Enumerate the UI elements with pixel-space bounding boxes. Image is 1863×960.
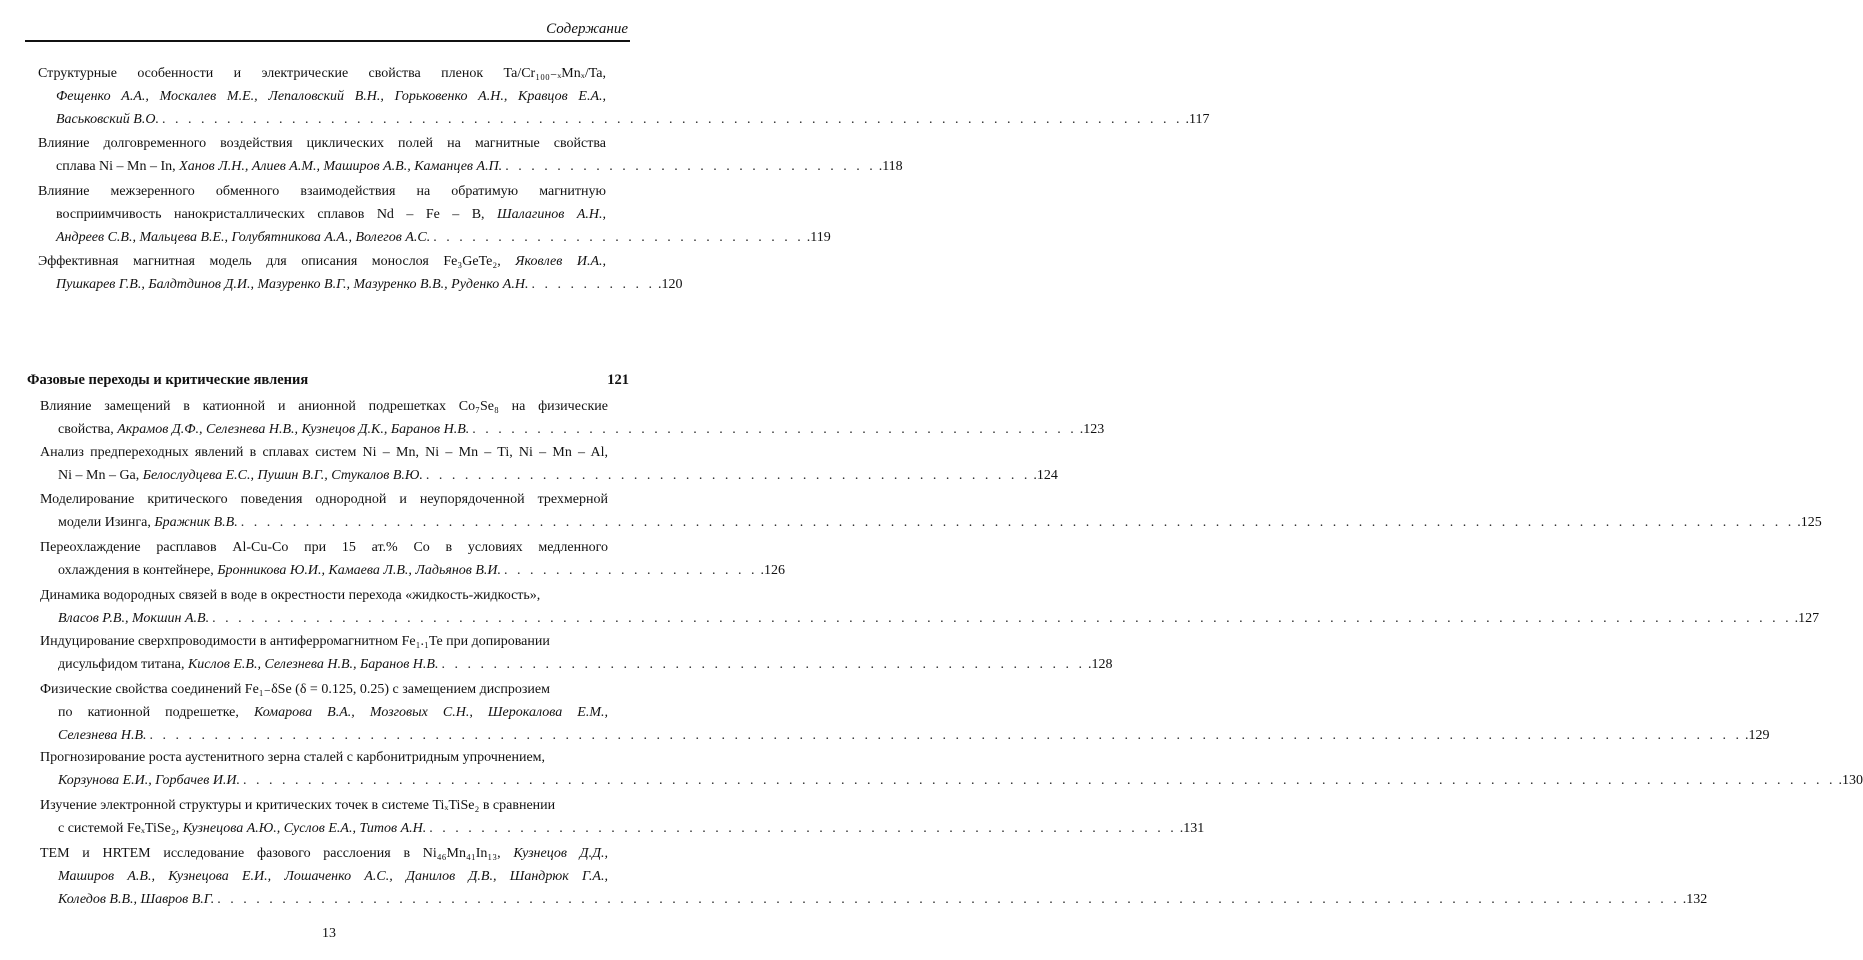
entry-authors: Белослудцева Е.С., Пушин В.Г., Стукалов В.Ю. bbox=[142, 468, 423, 483]
page-ref: .117 bbox=[1185, 112, 1210, 127]
page-ref: .132 bbox=[1682, 892, 1708, 907]
entry-title: с системой FeₓTiSe₂, bbox=[58, 821, 180, 836]
leader-dots: . . . . . . . . . . . . . . . . . . . . bbox=[504, 563, 758, 578]
entry-title: по катионной подрешетке, bbox=[58, 705, 239, 720]
entry-authors: Пушкарев Г.В., Балдтдинов Д.И., Мазуренко В.Г., Мазуренко В.В., Руденко А.Н. bbox=[56, 277, 529, 292]
entry-title: Влияние долговременного воздействия циклических полей на магнитные свойства bbox=[38, 136, 606, 151]
entry-authors: Шалагинов А.Н., bbox=[497, 207, 606, 222]
entry-title: Влияние замещений в катионной и анионной подрешетках Co₇Se₈ на физические bbox=[40, 399, 608, 414]
entry-authors: Ханов Л.Н., Алиев А.М., Маширов А.В., Каманцев А.П. bbox=[179, 159, 503, 174]
entry-authors: Яковлев И.А., bbox=[515, 254, 607, 269]
toc-entry[interactable] bbox=[40, 794, 1205, 840]
section-page-ref: 121 bbox=[607, 372, 629, 388]
toc-entry[interactable] bbox=[40, 746, 1863, 792]
leader-dots: . . . . . . . . . . bbox=[531, 277, 655, 292]
entry-title: Моделирование критического поведения однородной и неупорядоченной трехмерной bbox=[40, 492, 608, 507]
leader-dots: . . . . . . . . . . . . . . . . . . . . . . . . . . . . . . . . . . . . . . . . . . . . . . . bbox=[425, 468, 1031, 483]
header-rule bbox=[25, 40, 630, 42]
entry-title: модели Изинга, bbox=[58, 515, 151, 530]
entry-authors: Бронникова Ю.И., Камаева Л.В., Ладьянов В.И. bbox=[217, 563, 502, 578]
leader-dots: . . . . . . . . . . . . . . . . . . . . . . . . . . . . . . . . . . . . . . . . . . . . . . . . . . . . . . . . . . . . . . . . . . . . . . . . . . . . . . . bbox=[161, 112, 1183, 127]
entry-title: Физические свойства соединений Fe₁₋δSe (δ = 0.125, 0.25) с замещением диспрозием bbox=[40, 682, 550, 697]
entry-title: Анализ предпереходных явлений в сплавах систем Ni – Mn, Ni – Mn – Ti, Ni – Mn – Al, bbox=[40, 445, 608, 460]
toc-entry[interactable] bbox=[40, 488, 1822, 534]
page-ref: .118 bbox=[878, 159, 903, 174]
entry-title: свойства, bbox=[58, 422, 114, 437]
leader-dots: . . . . . . . . . . . . . . . . . . . . . . . . . . . . . bbox=[505, 159, 876, 174]
page-ref: .126 bbox=[760, 563, 786, 578]
entry-authors: Коледов В.В., Шавров В.Г. bbox=[58, 892, 215, 907]
entry-title: Ni – Mn – Ga, bbox=[58, 468, 140, 483]
page-ref: .123 bbox=[1079, 422, 1105, 437]
page-ref: .131 bbox=[1179, 821, 1205, 836]
leader-dots: . . . . . . . . . . . . . . . . . . . . . . . . . . . . . . . . . . . . . . . . . . . . . . . bbox=[472, 422, 1077, 437]
entry-title: Переохлаждение расплавов Al-Cu-Co при 15 ат.% Co в условиях медленного bbox=[40, 540, 608, 555]
entry-authors: Андреев С.В., Мальцева В.Е., Голубятникова А.А., Волегов А.С. bbox=[56, 230, 431, 245]
entry-title: Структурные особенности и электрические свойства пленок Ta/Cr₁₀₀₋ₓMnₓ/Ta, bbox=[38, 66, 606, 81]
leader-dots: . . . . . . . . . . . . . . . . . . . . . . . . . . . . . bbox=[433, 230, 804, 245]
entry-authors: Акрамов Д.Ф., Селезнева Н.В., Кузнецов Д.К., Баранов Н.В. bbox=[117, 422, 470, 437]
toc-entry[interactable] bbox=[40, 630, 1113, 676]
leader-dots: . . . . . . . . . . . . . . . . . . . . . . . . . . . . . . . . . . . . . . . . . . . . . . . . . . . . . . . . . . . . . . . . . . . . . . . . . . . . . . . . . . . . . . . . . . . . . . . . . . . . . . . . . . . . . . . . . bbox=[217, 892, 1680, 907]
toc-entry[interactable] bbox=[40, 441, 1058, 487]
page-ref: .130 bbox=[1838, 773, 1863, 788]
entry-authors: Кислов Е.В., Селезнева Н.В., Баранов Н.В. bbox=[188, 657, 439, 672]
page-ref: .119 bbox=[806, 230, 831, 245]
entry-authors: Фещенко А.А., Москалев М.Е., Лепаловский В.Н., Горьковенко А.Н., Кравцов Е.А., bbox=[56, 89, 606, 104]
entry-authors: Бражник В.В. bbox=[154, 515, 238, 530]
entry-title: TEM и HRTEM исследование фазового расслоения в Ni₄₆Mn₄₁In₁₃, bbox=[40, 846, 501, 861]
toc-entry[interactable] bbox=[40, 395, 1105, 441]
leader-dots: . . . . . . . . . . . . . . . . . . . . . . . . . . . . . . . . . . . . . . . . . . . . . . . . . . . . . . . . . . . . . . . . . . . . . . . . . . . . . . . . . . . . . . . . . . . . . . . . . . . . . . . . . . . . . . . . . . . . . . . . . . bbox=[212, 611, 1792, 626]
toc-entry[interactable] bbox=[40, 584, 1820, 630]
section-title: Фазовые переходы и критические явления bbox=[27, 372, 309, 388]
page-ref: .128 bbox=[1087, 657, 1113, 672]
toc-entry[interactable] bbox=[40, 678, 1770, 747]
entry-title: Динамика водородных связей в воде в окрестности перехода «жидкость-жидкость», bbox=[40, 588, 541, 603]
toc-entry[interactable] bbox=[38, 132, 903, 178]
page-ref: .127 bbox=[1794, 611, 1820, 626]
entry-authors: Власов Р.В., Мокшин А.В. bbox=[58, 611, 210, 626]
entry-title: Прогнозирование роста аустенитного зерна сталей с карбонитридным упрочнением, bbox=[40, 750, 546, 765]
entry-authors: Васьковский В.О. bbox=[56, 112, 159, 127]
running-header: Содержание bbox=[546, 21, 628, 37]
leader-dots: . . . . . . . . . . . . . . . . . . . . . . . . . . . . . . . . . . . . . . . . . . . . . . . . . . . . . . . . . . . . . . . . . . . . . . . . . . . . . . . . . . . . . . . . . . . . . . . . . . . . . . . . . . . . . . . . . . . . . . . . . . . bbox=[149, 728, 1743, 743]
entry-title: Эффективная магнитная модель для описания монослоя Fe₃GeTe₂, bbox=[38, 254, 501, 269]
leader-dots: . . . . . . . . . . . . . . . . . . . . . . . . . . . . . . . . . . . . . . . . . . . . . . . . . . . . . . . . . . . . . . . . . . . . . . . . . . . . . . . . . . . . . . . . . . . . . . . . . . . . . . . . . . . . . . . . . . . . . . . . bbox=[240, 515, 1795, 530]
entry-title: Индуцирование сверхпроводимости в антиферромагнитном Fe₁.₁Te при допировании bbox=[40, 634, 550, 649]
toc-entry[interactable] bbox=[40, 842, 1708, 911]
page-ref: .125 bbox=[1797, 515, 1822, 530]
entry-authors: Корзунова Е.И., Горбачев И.И. bbox=[58, 773, 241, 788]
toc-entry[interactable] bbox=[40, 536, 786, 582]
page-number: 13 bbox=[322, 926, 336, 941]
leader-dots: . . . . . . . . . . . . . . . . . . . . . . . . . . . . . . . . . . . . . . . . . . . . . . . . . . . . . . . . . . bbox=[429, 821, 1177, 836]
leader-dots: . . . . . . . . . . . . . . . . . . . . . . . . . . . . . . . . . . . . . . . . . . . . . . . . . . . . . . . . . . . . . . . . . . . . . . . . . . . . . . . . . . . . . . . . . . . . . . . . . . . . . . . . . . . . . . . . . . . . . . . . . . . bbox=[243, 773, 1836, 788]
entry-title: сплава Ni – Mn – In, bbox=[56, 159, 176, 174]
page-ref: .124 bbox=[1033, 468, 1058, 483]
toc-entry[interactable] bbox=[38, 250, 683, 296]
entry-title: дисульфидом титана, bbox=[58, 657, 185, 672]
page-ref: .129 bbox=[1745, 728, 1770, 743]
leader-dots: . . . . . . . . . . . . . . . . . . . . . . . . . . . . . . . . . . . . . . . . . . . . . . . . . . bbox=[441, 657, 1085, 672]
page-ref: .120 bbox=[657, 277, 683, 292]
entry-title: охлаждения в контейнере, bbox=[58, 563, 214, 578]
entry-title: Влияние межзеренного обменного взаимодействия на обратимую магнитную bbox=[38, 184, 606, 199]
entry-authors: Кузнецова А.Ю., Суслов Е.А., Титов А.Н. bbox=[182, 821, 427, 836]
toc-entry[interactable] bbox=[38, 62, 1210, 131]
entry-title: восприимчивость нанокристаллических сплавов Nd – Fe – B, bbox=[56, 207, 485, 222]
entry-authors: Комарова В.А., Мозговых С.Н., Шерокалова Е.М., bbox=[253, 705, 608, 720]
entry-title: Изучение электронной структуры и критических точек в системе TiₓTiSe₂ в сравнении bbox=[40, 798, 556, 813]
section-heading[interactable] bbox=[27, 372, 629, 389]
entry-authors: Селезнева Н.В. bbox=[58, 728, 147, 743]
entry-authors: Кузнецов Д.Д., bbox=[513, 846, 608, 861]
entry-authors: Маширов А.В., Кузнецова Е.И., Лошаченко А.С., Данилов Д.В., Шандрюк Г.А., bbox=[58, 869, 608, 884]
toc-entry[interactable] bbox=[38, 180, 831, 249]
